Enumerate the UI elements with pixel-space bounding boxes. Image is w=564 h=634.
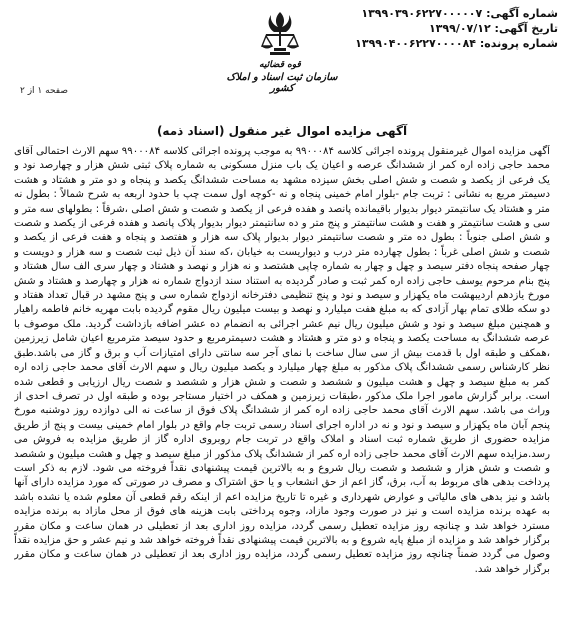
notice-title: آگهی مزایده اموال غیر منقول (اسناد ذمه)	[156, 124, 408, 138]
org-name-judiciary: قوه قضائیه	[259, 60, 301, 70]
notice-number: شماره آگهی: ۱۳۹۹۰۳۹۰۶۲۲۷۰۰۰۰۰۷	[361, 7, 558, 20]
notice-date: تاریخ آگهی: ۱۳۹۹/۰۷/۱۲	[428, 22, 558, 35]
notice-body-text: آگهی مزایده اموال غیرمنقول پرونده اجرائی کلاسه ۹۹۰۰۰۸۴ به موجب پرونده اجرائی کلاسه ۹۹۰۰۰۸۴ سهم الارث احتمالی آقای محمد حاجی زاده اره کمر از ششدانگ عرصه و اعیان یک باب منزل مسکونی به شماره پلاک ثبتی شش هزار و چهارصد نود و یک فرعی از یکصد و شصت و شش اصلی بخش سیزده مشهد به مساحت ششدانگ یکصد و پنجاه و دو متر و هشتاد و هشت دسیمتر مربع به نشانی : تربت جام -بلوار امام خمینی پنجاه و نه -کوچه اول سمت چپ با حدود اربعه به شرح شمالاً : بطول نه متر و هشتاد یک سانتیمتر دیوار بدیوار باقیمانده پانصد و هفده فرعی از یکصد و شصت و شش اصلی ،شرقاً : بطولهای سه متر و سی و هشت سانتیمتر و هفت و هشت سانتیمتر و پنج متر و ده سانتیمتر دیوار بدیوار پلاک پانصد و هفده فرعی از یکصد و شصت و شش اصلی جنوباً : بطول ده متر و شصت سانتیمتر دیوار بدیوار پلاک سه هزار و هفتصد و پنجاه و هفت فرعی از یکصد و شصت و شش اصلی غرباً : بطول چهارده متر درب و دیواریست به خیابان ،که سند آن ذیل ثبت شصت و سه هزار و دویست و چهار صفحه پنجاه دفتر سیصد و چهل و چهار به شماره چاپی هشتصد و نه هزار و نهصد و هشتاد و چهار سری الف سال هشتاد و پنج بنام مرحوم یوسف حاجی زاده اره کمر ثبت و صادر گردیده به استناد سند ازدواج شماره نه هزار و چهارصد و هشتاد و شش مورخ یازدهم اردیبهشت ماه یکهزار و سیصد و نود و پنج تنظیمی دفترخانه ازدواج شماره سی و پنج مشهد در قبال تعداد هفتاد و دو سکه طلای تمام بهار آزادی که به مبلغ هفت میلیارد و نهصد و بیست میلیون ریال مقوم گردیده بابت مهریه خانم فاطمه راهیار و همچنین مبلغ سیصد و نود و شش میلیون ریال نیم عشر اجرائی به انضمام ده عشر اضافه بازداشت گردید. ملک موصوف با عرصه ششدانگ به مساحت یکصد و پنجاه و دو متر و هشتاد و هشت دسیمترمربع و حدود سیصد مترمربع اعیان شامل زیرزمین ،همکف و طبقه اول با قدمت بیش از سی سال ساخت با نمای آجر سه سانتی دارای امتیازات آب و برق و گاز می باشد.طبق نظر کارشناس رسمی ششدانگ پلاک مذکور به مبلغ چهار میلیارد و یکصد میلیون ریال و سهم الارث آقای محمد حاجی زاده اره کمر به مبلغ سیصد و چهل و هشت میلیون و ششصد و شصت و شش هزار و ششصد و شصت ریال ارزیابی و قطعی شده است. برابر گزارش مامور اجرا ملک مذکور ،طبقات زیرزمین و همکف در اختیار مستاجر بوده و طبقه اول در تصرف احدی از وراث می باشد. سهم الارث آقای محمد حاجی زاده اره کمر از ششدانگ پلاک فوق از ساعت نه الی دوازده روز دوشنبه مورخ پنجم آبان ماه یکهزار و سیصد و نود و نه در اداره اجرای اسناد رسمی تربت جام واقع در بلوار امام خمینی بیست و پنج از طریق مزایده حضوری از طریق شماره ثبت اسناد و املاک واقع در تربت جام روبروی اداره گاز از طریق مزایده به فروش می رسد.مزایده سهم الارث آقای محمد حاجی زاده اره کمر از ششدانگ پلاک مذکور از مبلغ سیصد و چهل و هشت میلیون و ششصد و شصت و شش هزار و ششصد و شصت ریال شروع و به بالاترین قیمت پیشنهادی نقداً فروخته می شود. لازم به ذکر است پرداخت بدهی های مربوط به آب، برق، گاز اعم از حق انشعاب و یا حق اشتراک و مصرف در صورتی که مورد مزایده دارای آنها باشد و نیز بدهی های مالیاتی و عوارض شهرداری و غیره تا تاریخ مزایده اعم از اینکه رقم قطعی آن معلوم شده یا نشده باشد به عهده برنده مزایده است و نیز در صورت وجود مازاد، وجوه پرداختی بابت هزینه های فوق از محل مازاد به برنده مزایده مسترد خواهد شد و چنانچه روز مزایده تعطیل رسمی گردد، مزایده روز اداری بعد از تعطیلی در همان ساعت و مکان مقرر برگزار خواهد شد و مزایده از مبلغ پایه شروع و به بالاترین قیمت پیشنهادی نقداً فروخته خواهد شد و نیم عشر و حق مزایده نقداً وصول می گردد ضمناً چنانچه روز مزایده تعطیل رسمی گردد، مزایده روز اداری بعد از تعطیلی در همان ساعت و مکان مقرر برگزار خواهد شد.	[14, 146, 550, 575]
page-indicator: صفحه ۱ از ۲	[20, 86, 68, 96]
case-number: شماره پرونده: ۱۳۹۹۰۴۰۰۶۲۲۷۰۰۰۰۸۴	[355, 37, 558, 50]
notice-meta	[318, 6, 558, 51]
org-name-registration: سازمان ثبت اسناد و املاک کشور	[226, 72, 338, 94]
